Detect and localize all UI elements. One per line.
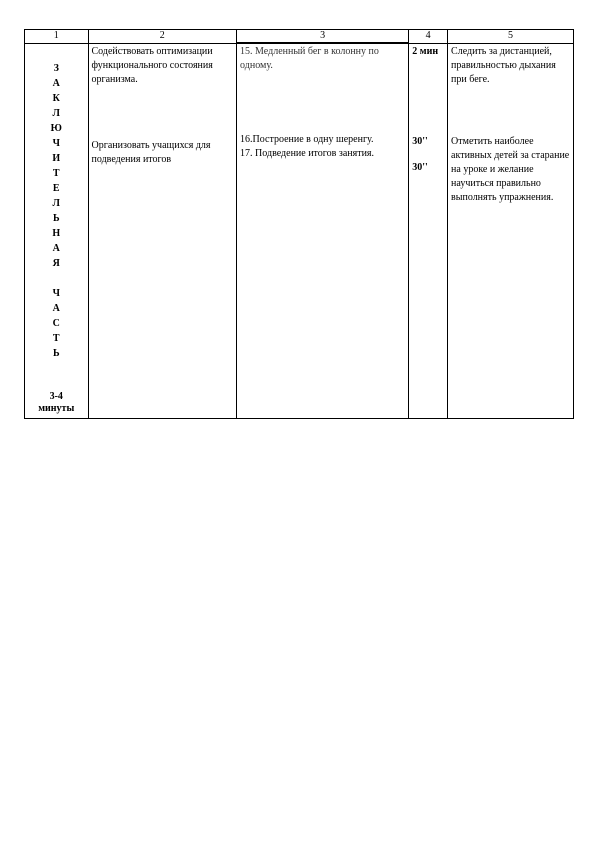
title-letter: Ь [52, 347, 60, 359]
header-col-3: 3 [237, 30, 409, 44]
title-letter: А [52, 77, 60, 89]
cell-spacer [240, 73, 405, 133]
content-item-17: 17. Подведение итогов занятия. [240, 148, 375, 159]
header-col-4: 4 [409, 30, 448, 44]
title-letter: Л [52, 197, 60, 209]
cell-spacer [92, 87, 234, 139]
title-letter: Е [52, 182, 60, 194]
title-letter: Ч [52, 137, 60, 149]
table-row [25, 43, 574, 419]
title-letter: Ь [52, 212, 60, 224]
header-col-2: 2 [88, 30, 237, 44]
title-letter: Т [52, 332, 60, 344]
header-col-1: 1 [25, 30, 89, 44]
header-col-5: 5 [448, 30, 574, 44]
dosage-1: 2 мин [412, 45, 439, 57]
title-letter: Я [52, 257, 60, 269]
instruction-2: Отметить наиболее активных детей за старание на уроке и желание научиться правильно выполнять упражнения. [451, 135, 570, 203]
title-gap-2 [28, 361, 85, 391]
content-item-15: 15. Медленный бег в колонну по одному. [240, 46, 379, 71]
dosage-2: 30'' [412, 135, 428, 147]
title-letter: И [52, 152, 61, 164]
title-letter: Ч [52, 287, 60, 299]
lesson-plan-table [24, 29, 574, 419]
cell-spacer [451, 87, 570, 135]
title-letter: А [52, 302, 60, 314]
section-duration-unit: минуты [38, 402, 75, 414]
section-duration-value: 3-4 [49, 390, 63, 402]
table-header-row [25, 30, 574, 44]
section-title-word-1 [28, 61, 85, 271]
title-letter: Н [52, 227, 61, 239]
instructions-cell [448, 43, 574, 419]
cell-spacer [412, 59, 444, 135]
title-gap [28, 271, 85, 286]
title-letter: Т [52, 167, 60, 179]
title-letter: А [52, 242, 60, 254]
title-letter: С [52, 317, 60, 329]
section-title-cell [25, 43, 89, 419]
cell-spacer [412, 149, 444, 161]
title-letter: Ю [50, 122, 62, 134]
dosage-cell [409, 43, 448, 419]
instruction-1: Следить за дистанцией, правильностью дыхания при беге. [451, 45, 556, 85]
title-letter: К [52, 92, 60, 104]
title-letter: З [53, 62, 59, 74]
tasks-cell [88, 43, 237, 419]
dosage-3: 30'' [412, 161, 428, 173]
section-title-vertical [28, 45, 85, 391]
content-item-16: 16.Построение в одну шеренгу. [240, 134, 374, 145]
task-2: Организовать учащихся для подведения итогов [91, 139, 211, 165]
task-1: Содействовать оптимизации функционального состояния организма. [91, 45, 213, 85]
title-letter: Л [52, 107, 60, 119]
section-title-word-2 [28, 286, 85, 361]
content-cell [237, 43, 409, 419]
